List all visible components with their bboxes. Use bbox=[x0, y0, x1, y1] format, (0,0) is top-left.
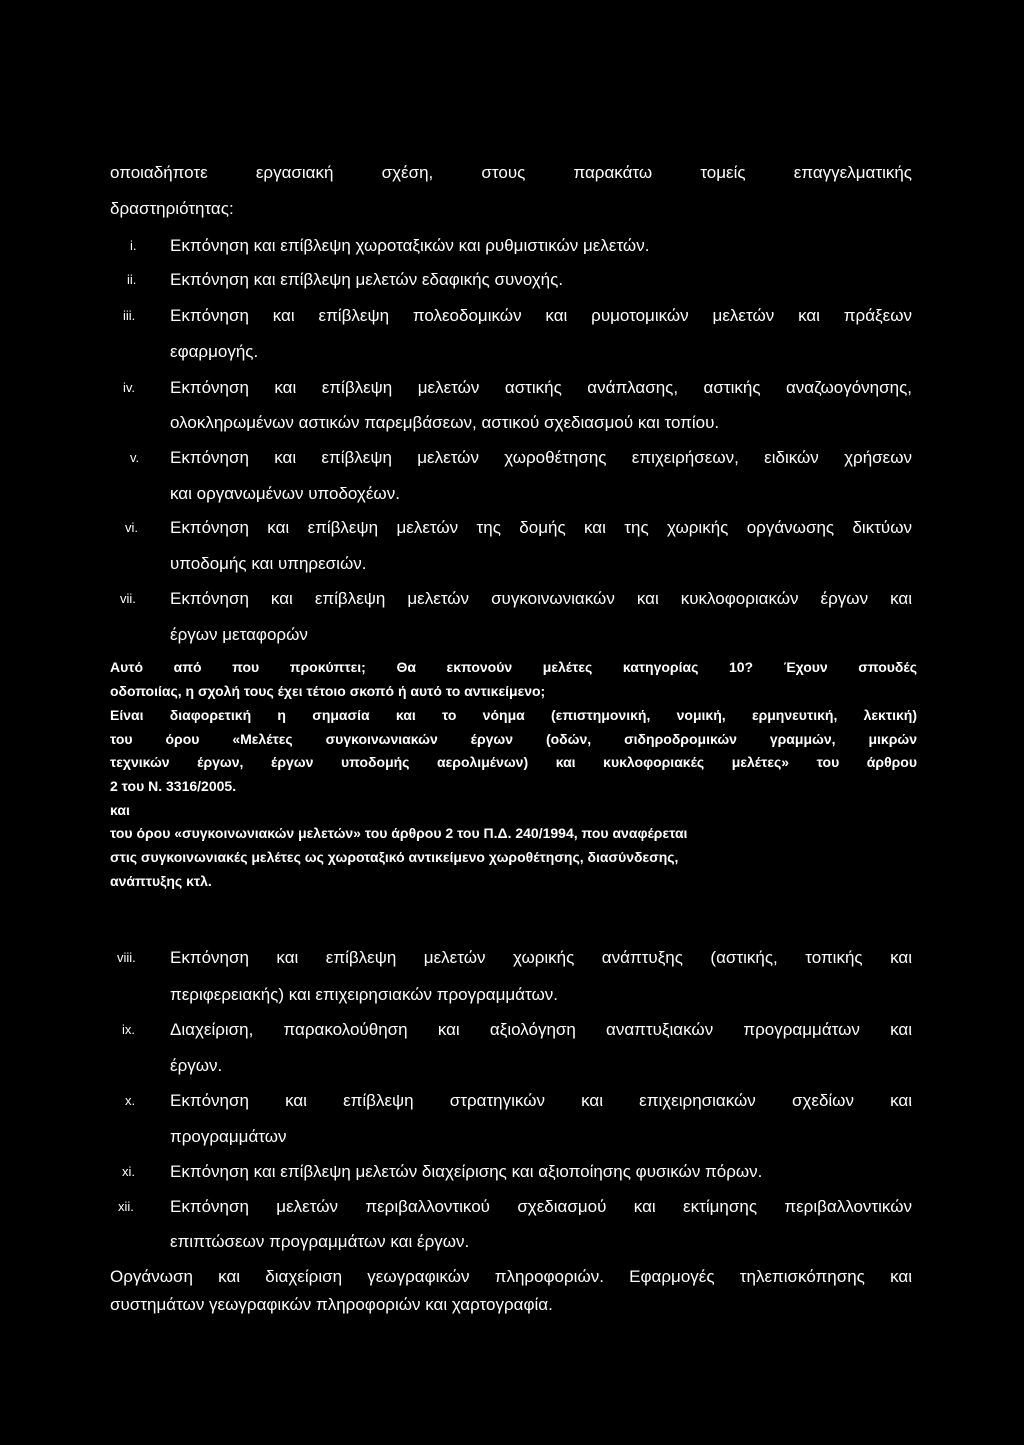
list-item-number: i. bbox=[130, 238, 137, 253]
list-item-number: iv. bbox=[123, 380, 136, 395]
commentary-line: τεχνικών έργων, έργων υποδομής αερολιμένων) και κυκλοφοριακές μελέτες» του άρθρου bbox=[110, 754, 917, 770]
closing-line-2: συστημάτων γεωγραφικών πληροφοριών και χαρτογραφία. bbox=[110, 1295, 553, 1314]
list-item-text: Εκπόνηση και επίβλεψη μελετών χωροθέτησης επιχειρήσεων, ειδικών χρήσεων bbox=[170, 448, 912, 467]
commentary-line: του όρου «Μελέτες συγκοινωνιακών έργων (οδών, σιδηροδρομικών γραμμών, μικρών bbox=[110, 731, 917, 747]
list-item-text: Εκπόνηση και επίβλεψη μελετών εδαφικής συνοχής. bbox=[170, 270, 564, 289]
commentary-line: του όρου «συγκοινωνιακών μελετών» του άρθρου 2 του Π.Δ. 240/1994, που αναφέρεται bbox=[110, 825, 688, 841]
list-item-text: έργων. bbox=[170, 1056, 223, 1075]
intro-line-1: οποιαδήποτε εργασιακή σχέση, στους παρακάτω τομείς επαγγελματικής bbox=[110, 163, 912, 182]
list-item-text: έργων μεταφορών bbox=[170, 625, 308, 644]
list-item-number: xii. bbox=[118, 1199, 134, 1214]
list-item-number: vi. bbox=[125, 520, 138, 535]
list-item-text: Εκπόνηση και επίβλεψη πολεοδομικών και ρυμοτομικών μελετών και πράξεων bbox=[170, 306, 912, 325]
commentary-line: στις συγκοινωνιακές μελέτες ως χωροταξικό αντικείμενο χωροθέτησης, διασύνδεσης, bbox=[110, 849, 679, 865]
intro-line-2: δραστηριότητας: bbox=[110, 199, 234, 218]
list-item-text: προγραμμάτων bbox=[170, 1127, 287, 1146]
list-item-text: Εκπόνηση μελετών περιβαλλοντικού σχεδιασμού και εκτίμησης περιβαλλοντικών bbox=[170, 1197, 912, 1216]
list-item-text: Εκπόνηση και επίβλεψη στρατηγικών και επιχειρησιακών σχεδίων και bbox=[170, 1091, 912, 1110]
list-item-text: εφαρμογής. bbox=[170, 342, 259, 361]
list-item-number: vii. bbox=[120, 591, 136, 606]
list-item-number: ii. bbox=[127, 272, 137, 287]
list-item-text: Εκπόνηση και επίβλεψη μελετών της δομής και της χωρικής οργάνωσης δικτύων bbox=[170, 518, 912, 537]
commentary-line: οδοποιίας, η σχολή τους έχει τέτοιο σκοπό ή αυτό το αντικείμενο; bbox=[110, 683, 546, 699]
list-item-text: περιφερειακής) και επιχειρησιακών προγραμμάτων. bbox=[170, 985, 558, 1004]
list-item-text: υποδομής και υπηρεσιών. bbox=[170, 554, 367, 573]
list-item-text: Εκπόνηση και επίβλεψη μελετών χωρικής ανάπτυξης (αστικής, τοπικής και bbox=[170, 948, 912, 967]
list-item-text: Διαχείριση, παρακολούθηση και αξιολόγηση αναπτυξιακών προγραμμάτων και bbox=[170, 1020, 912, 1039]
list-item-text: ολοκληρωμένων αστικών παρεμβάσεων, αστικού σχεδιασμού και τοπίου. bbox=[170, 413, 720, 432]
list-item-number: ix. bbox=[122, 1022, 135, 1037]
list-item-number: xi. bbox=[122, 1164, 135, 1179]
list-item-text: Εκπόνηση και επίβλεψη χωροταξικών και ρυθμιστικών μελετών. bbox=[170, 236, 650, 255]
list-item-number: x. bbox=[125, 1093, 136, 1108]
list-item-text: Εκπόνηση και επίβλεψη μελετών συγκοινωνιακών και κυκλοφοριακών έργων και bbox=[170, 589, 912, 608]
closing-line-1: Οργάνωση και διαχείριση γεωγραφικών πληροφοριών. Εφαρμογές τηλεπισκόπησης και bbox=[110, 1267, 912, 1286]
list-item-text: επιπτώσεων προγραμμάτων και έργων. bbox=[170, 1232, 470, 1251]
list-item-number: v. bbox=[130, 450, 140, 465]
commentary-line: ανάπτυξης κτλ. bbox=[110, 873, 212, 889]
commentary-line: Αυτό από που προκύπτει; Θα εκπονούν μελέτες κατηγορίας 10? Έχουν σπουδές bbox=[110, 659, 917, 675]
list-item-number: viii. bbox=[117, 950, 136, 965]
list-item-text: Εκπόνηση και επίβλεψη μελετών αστικής ανάπλασης, αστικής αναζωογόνησης, bbox=[170, 378, 912, 397]
commentary-line: και bbox=[110, 802, 130, 818]
list-item-text: και οργανωμένων υποδοχέων. bbox=[170, 484, 400, 503]
list-item-text: Εκπόνηση και επίβλεψη μελετών διαχείρισης και αξιοποίησης φυσικών πόρων. bbox=[170, 1162, 763, 1181]
commentary-line: Είναι διαφορετική η σημασία και το νόημα (επιστημονική, νομική, ερμηνευτική, λεκτική) bbox=[110, 707, 917, 723]
commentary-line: 2 του Ν. 3316/2005. bbox=[110, 778, 237, 794]
list-item-number: iii. bbox=[123, 308, 136, 323]
